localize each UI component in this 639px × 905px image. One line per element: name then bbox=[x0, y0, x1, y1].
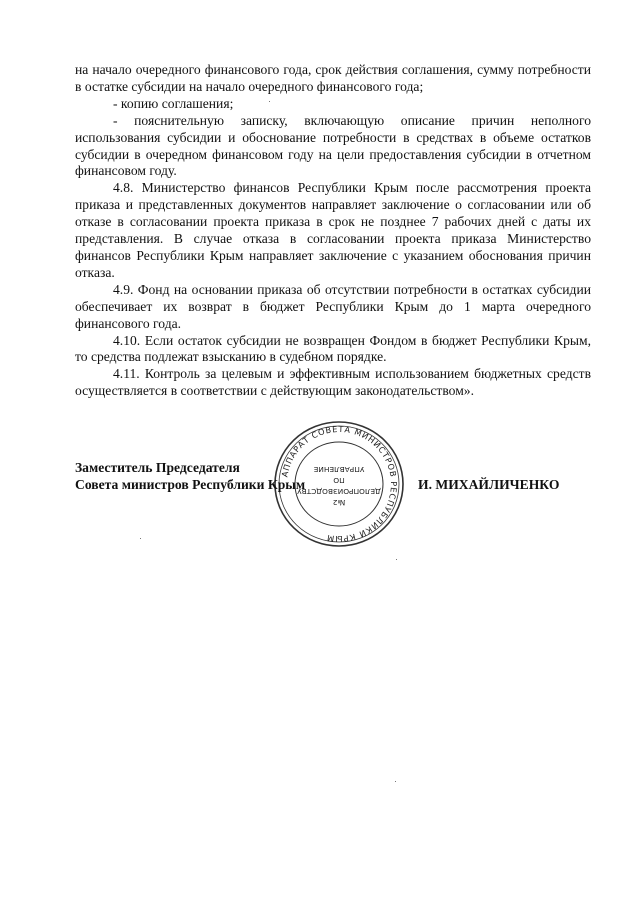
seal-inner-line-4: №2 bbox=[332, 498, 346, 507]
paragraph-list-item-explanatory-note: - пояснительную записку, включающую описание причин неполного использования субсидии и обоснование потребности в средствах в объеме остатков субсидии в очередном финансовом году на цели предоставления субсидии в отчетном финансовом году. bbox=[75, 112, 591, 179]
scan-speck bbox=[140, 538, 141, 539]
scan-speck bbox=[395, 781, 396, 782]
seal-inner-line-2: ПО bbox=[333, 476, 345, 485]
seal-inner-line-1: УПРАВЛЕНИЕ bbox=[313, 465, 365, 474]
paragraph-4-9: 4.9. Фонд на основании приказа об отсутствии потребности в остатках субсидии обеспечивает их возврат в бюджет Республики Крым до 1 марта очередного финансового года. bbox=[75, 281, 591, 331]
signatory-title bbox=[75, 459, 305, 493]
paragraph-continuation: на начало очередного финансового года, срок действия соглашения, сумму потребности в остатке субсидии на начало очередного финансового года; bbox=[75, 62, 591, 94]
document-body bbox=[75, 62, 591, 400]
paragraph-4-11: 4.11. Контроль за целевым и эффективным использованием бюджетных средств осуществляется в соответствии с действующим законодательством». bbox=[75, 366, 591, 399]
signature-block bbox=[75, 459, 591, 499]
signatory-name: И. МИХАЙЛИЧЕНКО bbox=[418, 477, 560, 492]
paragraph-4-8: 4.8. Министерство финансов Республики Крым после рассмотрения проекта приказа и представленных документов направляет заключение о согласовании или об отказе в согласовании проекта приказа в срок не позднее 7 рабочих дней с даты их представления. В случае отказа в согласовании проекта приказа Министерство финансов Республики Крым направляет заключение с указанием обоснования причин отказа. bbox=[75, 180, 591, 280]
paragraph-list-item-agreement: - копию соглашения; bbox=[113, 95, 234, 111]
paragraph-4-10: 4.10. Если остаток субсидии не возвращен Фондом в бюджет Республики Крым, то средства подлежат взысканию в судебном порядке. bbox=[75, 332, 591, 365]
seal-inner-line-3: ДЕЛОПРОИЗВОДСТВУ bbox=[297, 487, 381, 496]
scan-speck bbox=[396, 559, 397, 560]
signatory-title-line-1: Заместитель Председателя bbox=[75, 460, 240, 475]
seal-outer-text: АППАРАТ СОВЕТА МИНИСТРОВ РЕСПУБЛИКИ КРЫМ bbox=[279, 423, 400, 545]
scan-speck bbox=[269, 101, 270, 102]
signatory-title-line-2: Совета министров Республики Крым bbox=[75, 477, 306, 492]
